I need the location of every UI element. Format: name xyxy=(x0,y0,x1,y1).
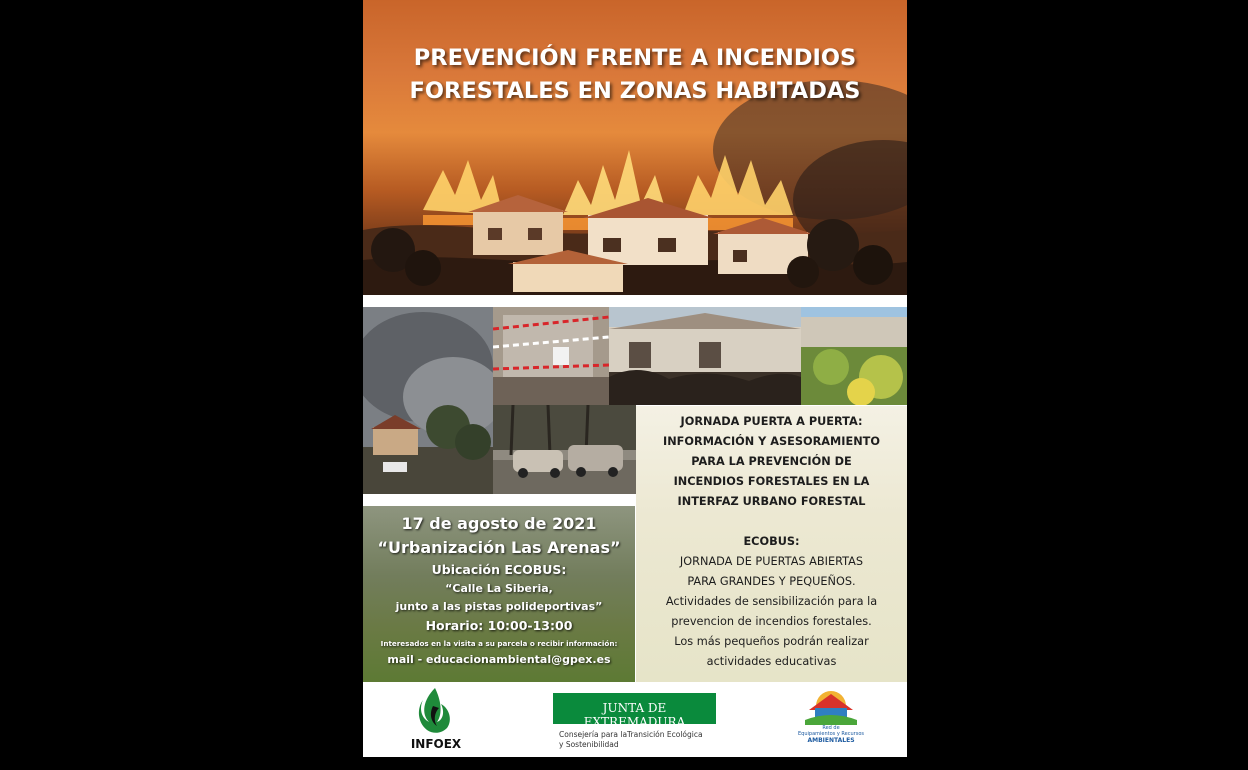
event-interest-note: Interesados en la visita a su parcela o recibir información: xyxy=(380,639,618,648)
red-line2: Equipamientos y Recursos xyxy=(798,731,864,737)
red-equipamientos-house-icon xyxy=(803,688,859,726)
junta-logo-text: JUNTA DE EXTREMADURA xyxy=(583,701,686,729)
ecobus-line: actividades educativas xyxy=(706,655,837,668)
red-line1: Red de xyxy=(822,725,840,731)
infoex-logo-text: INFOEX xyxy=(410,737,462,751)
poster-title-line2: FORESTALES EN ZONAS HABITADAS xyxy=(409,78,861,104)
junta-logo-box xyxy=(553,693,716,729)
consejeria-line1: Consejería para laTransición Ecológica xyxy=(559,730,703,739)
event-address-line2: junto a las pistas polideportivas” xyxy=(395,600,603,613)
photo-burnt-cars xyxy=(493,405,636,494)
red-equipamientos-text xyxy=(791,725,871,744)
separator xyxy=(363,295,907,307)
consejeria-text xyxy=(559,730,703,750)
jornada-heading: JORNADA PUERTA A PUERTA: xyxy=(680,415,863,428)
ecobus-line: Los más pequeños podrán realizar xyxy=(674,635,869,648)
photo-garden-wall xyxy=(801,307,907,405)
photo-smoke-house xyxy=(363,307,493,494)
poster-title xyxy=(363,42,907,108)
ecobus-line: prevencion de incendios forestales. xyxy=(671,615,872,628)
photo-burnt-house xyxy=(609,307,801,405)
ecobus-line: PARA GRANDES Y PEQUEÑOS. xyxy=(687,575,856,588)
event-details-panel xyxy=(363,506,635,682)
jornada-info-panel xyxy=(636,406,907,682)
photo-cordoned-house xyxy=(493,307,609,405)
ecobus-line: JORNADA DE PUERTAS ABIERTAS xyxy=(679,555,864,568)
event-contact-email[interactable]: mail - educacionambiental@gpex.es xyxy=(387,653,611,666)
infoex-flame-icon xyxy=(415,686,455,740)
jornada-line: INFORMACIÓN Y ASESORAMIENTO xyxy=(663,435,880,448)
event-schedule: Horario: 10:00-13:00 xyxy=(425,618,573,633)
hero-fire-photo xyxy=(363,0,907,295)
ecobus-line: Actividades de sensibilización para la xyxy=(665,595,878,608)
red-line3: AMBIENTALES xyxy=(807,737,855,744)
event-location-label: Ubicación ECOBUS: xyxy=(431,562,567,577)
event-place: “Urbanización Las Arenas” xyxy=(377,538,621,557)
ecobus-heading: ECOBUS: xyxy=(743,535,800,548)
event-address-line1: “Calle La Siberia, xyxy=(445,582,553,595)
jornada-line: INTERFAZ URBANO FORESTAL xyxy=(677,495,866,508)
poster-title-line1: PREVENCIÓN FRENTE A INCENDIOS xyxy=(413,45,857,71)
event-date: 17 de agosto de 2021 xyxy=(401,514,597,533)
jornada-line: INCENDIOS FORESTALES EN LA xyxy=(673,475,870,488)
consejeria-line2: y Sostenibilidad xyxy=(559,740,619,749)
logos-footer xyxy=(363,682,907,757)
jornada-line: PARA LA PREVENCIÓN DE xyxy=(691,455,852,468)
poster xyxy=(363,0,907,757)
